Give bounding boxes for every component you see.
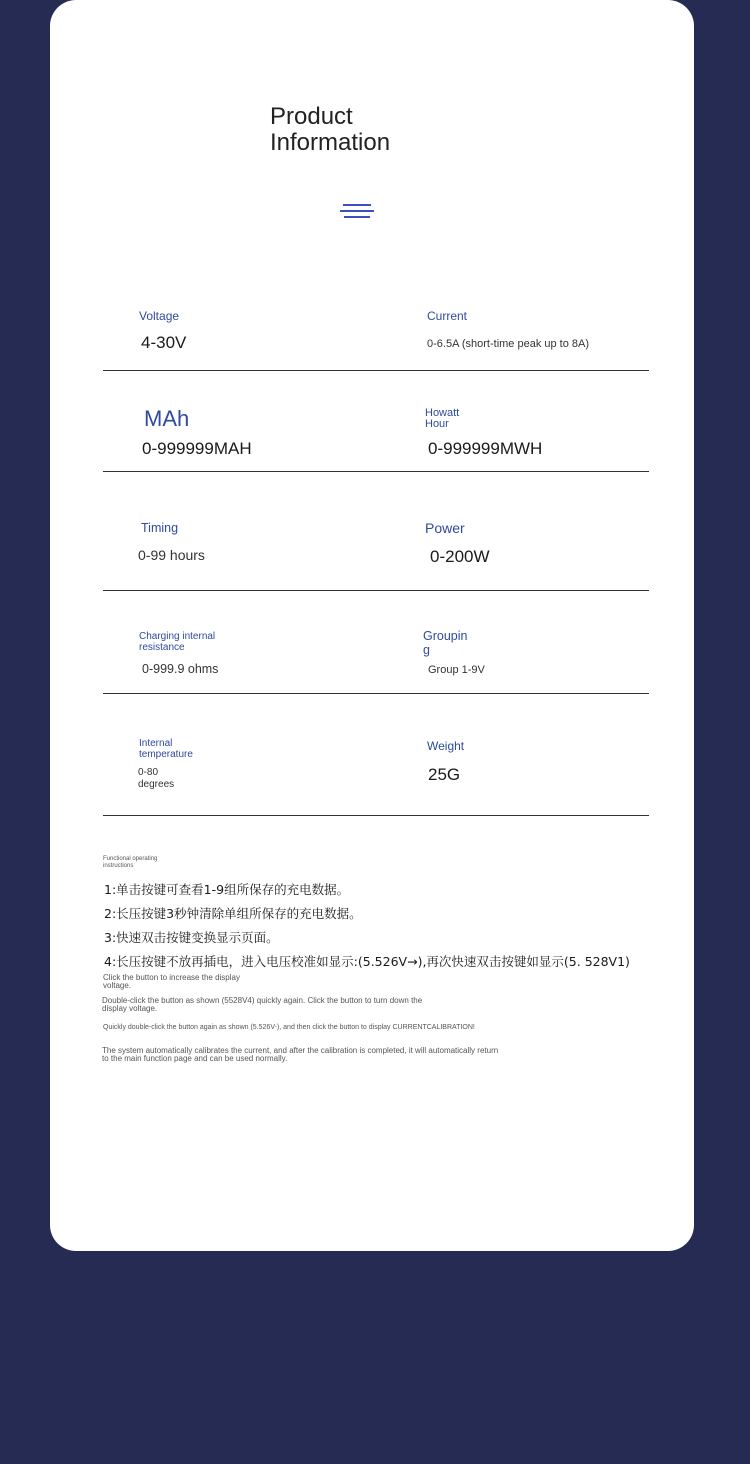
instruction-en-1-line1: Click the button to increase the display (103, 973, 240, 982)
divider (103, 370, 649, 371)
instructions-heading-line2: instructions (103, 863, 134, 869)
temperature-value (138, 767, 174, 791)
instruction-cn-3: 3:快速双击按键变换显示页面。 (104, 930, 279, 945)
instruction-en-4-line1: The system automatically calibrates the current, and after the calibration is completed, it will automatically return (102, 1046, 499, 1055)
grouping-label-line1: Groupin (423, 629, 468, 643)
page-title-line1: Product (270, 103, 353, 130)
power-label: Power (425, 520, 465, 536)
temperature-label (139, 738, 193, 760)
instruction-cn-1: 1:单击按键可查看1-9组所保存的充电数据。 (104, 882, 350, 897)
instruction-en-1 (103, 974, 240, 990)
timing-value: 0-99 hours (138, 547, 205, 563)
resistance-label (139, 631, 215, 653)
howatt-value: 0-999999MWH (428, 439, 543, 458)
howatt-label-line1: Howatt (425, 407, 460, 419)
howatt-label (425, 408, 459, 430)
grouping-label-line2: g (423, 643, 430, 657)
product-info-card (50, 0, 694, 1251)
page-title-line2: Information (270, 129, 391, 156)
instruction-en-4-line2: to the main function page and can be used normally. (102, 1054, 288, 1063)
temperature-value-line1: 0-80 (138, 767, 159, 778)
instruction-en-4 (102, 1047, 498, 1063)
instruction-en-2 (102, 997, 422, 1013)
voltage-value: 4-30V (141, 333, 187, 352)
instructions-heading (103, 856, 183, 870)
weight-label: Weight (427, 739, 465, 753)
resistance-label-line2: resistance (139, 642, 185, 653)
instruction-en-2-line1: Double-click the button as shown (5528V4) quickly again. Click the button to turn down the (102, 996, 423, 1005)
instruction-en-1-line2: voltage. (103, 981, 132, 990)
instruction-en-2-line2: display voltage. (102, 1004, 158, 1013)
instruction-cn-2: 2:长压按键3秒钟清除单组所保存的充电数据。 (104, 906, 362, 921)
timing-label: Timing (141, 521, 179, 535)
grouping-value: Group 1-9V (428, 664, 485, 676)
voltage-label: Voltage (139, 309, 180, 323)
resistance-label-line1: Charging internal (139, 631, 216, 642)
divider (103, 815, 649, 816)
temperature-label-line1: Internal (139, 738, 173, 749)
divider (103, 471, 649, 472)
menu-lines-icon (340, 204, 374, 220)
current-label: Current (427, 309, 468, 323)
power-value: 0-200W (430, 547, 490, 566)
temperature-label-line2: temperature (139, 749, 193, 760)
mah-label: MAh (144, 406, 190, 431)
temperature-value-line2: degrees (138, 779, 175, 790)
weight-value: 25G (428, 765, 461, 784)
grouping-label (423, 629, 467, 657)
page-title (270, 104, 430, 156)
instructions-heading-line1: Functional operating (103, 856, 158, 862)
divider (103, 590, 649, 591)
howatt-label-line2: Hour (425, 418, 449, 430)
divider (103, 693, 649, 694)
instruction-en-3: Quickly double-click the button again as shown (5.526V-), and then click the button to display CURRENTCALIBRATION! (103, 1024, 475, 1031)
instruction-cn-4: 4:长压按键不放再插电，进入电压校准如显示:(5.526V→),再次快速双击按键如显示(5. 528V1) (104, 954, 630, 969)
mah-value: 0-999999MAH (142, 439, 252, 458)
resistance-value: 0-999.9 ohms (142, 662, 219, 676)
current-value: 0-6.5A (short-time peak up to 8A) (427, 338, 590, 350)
